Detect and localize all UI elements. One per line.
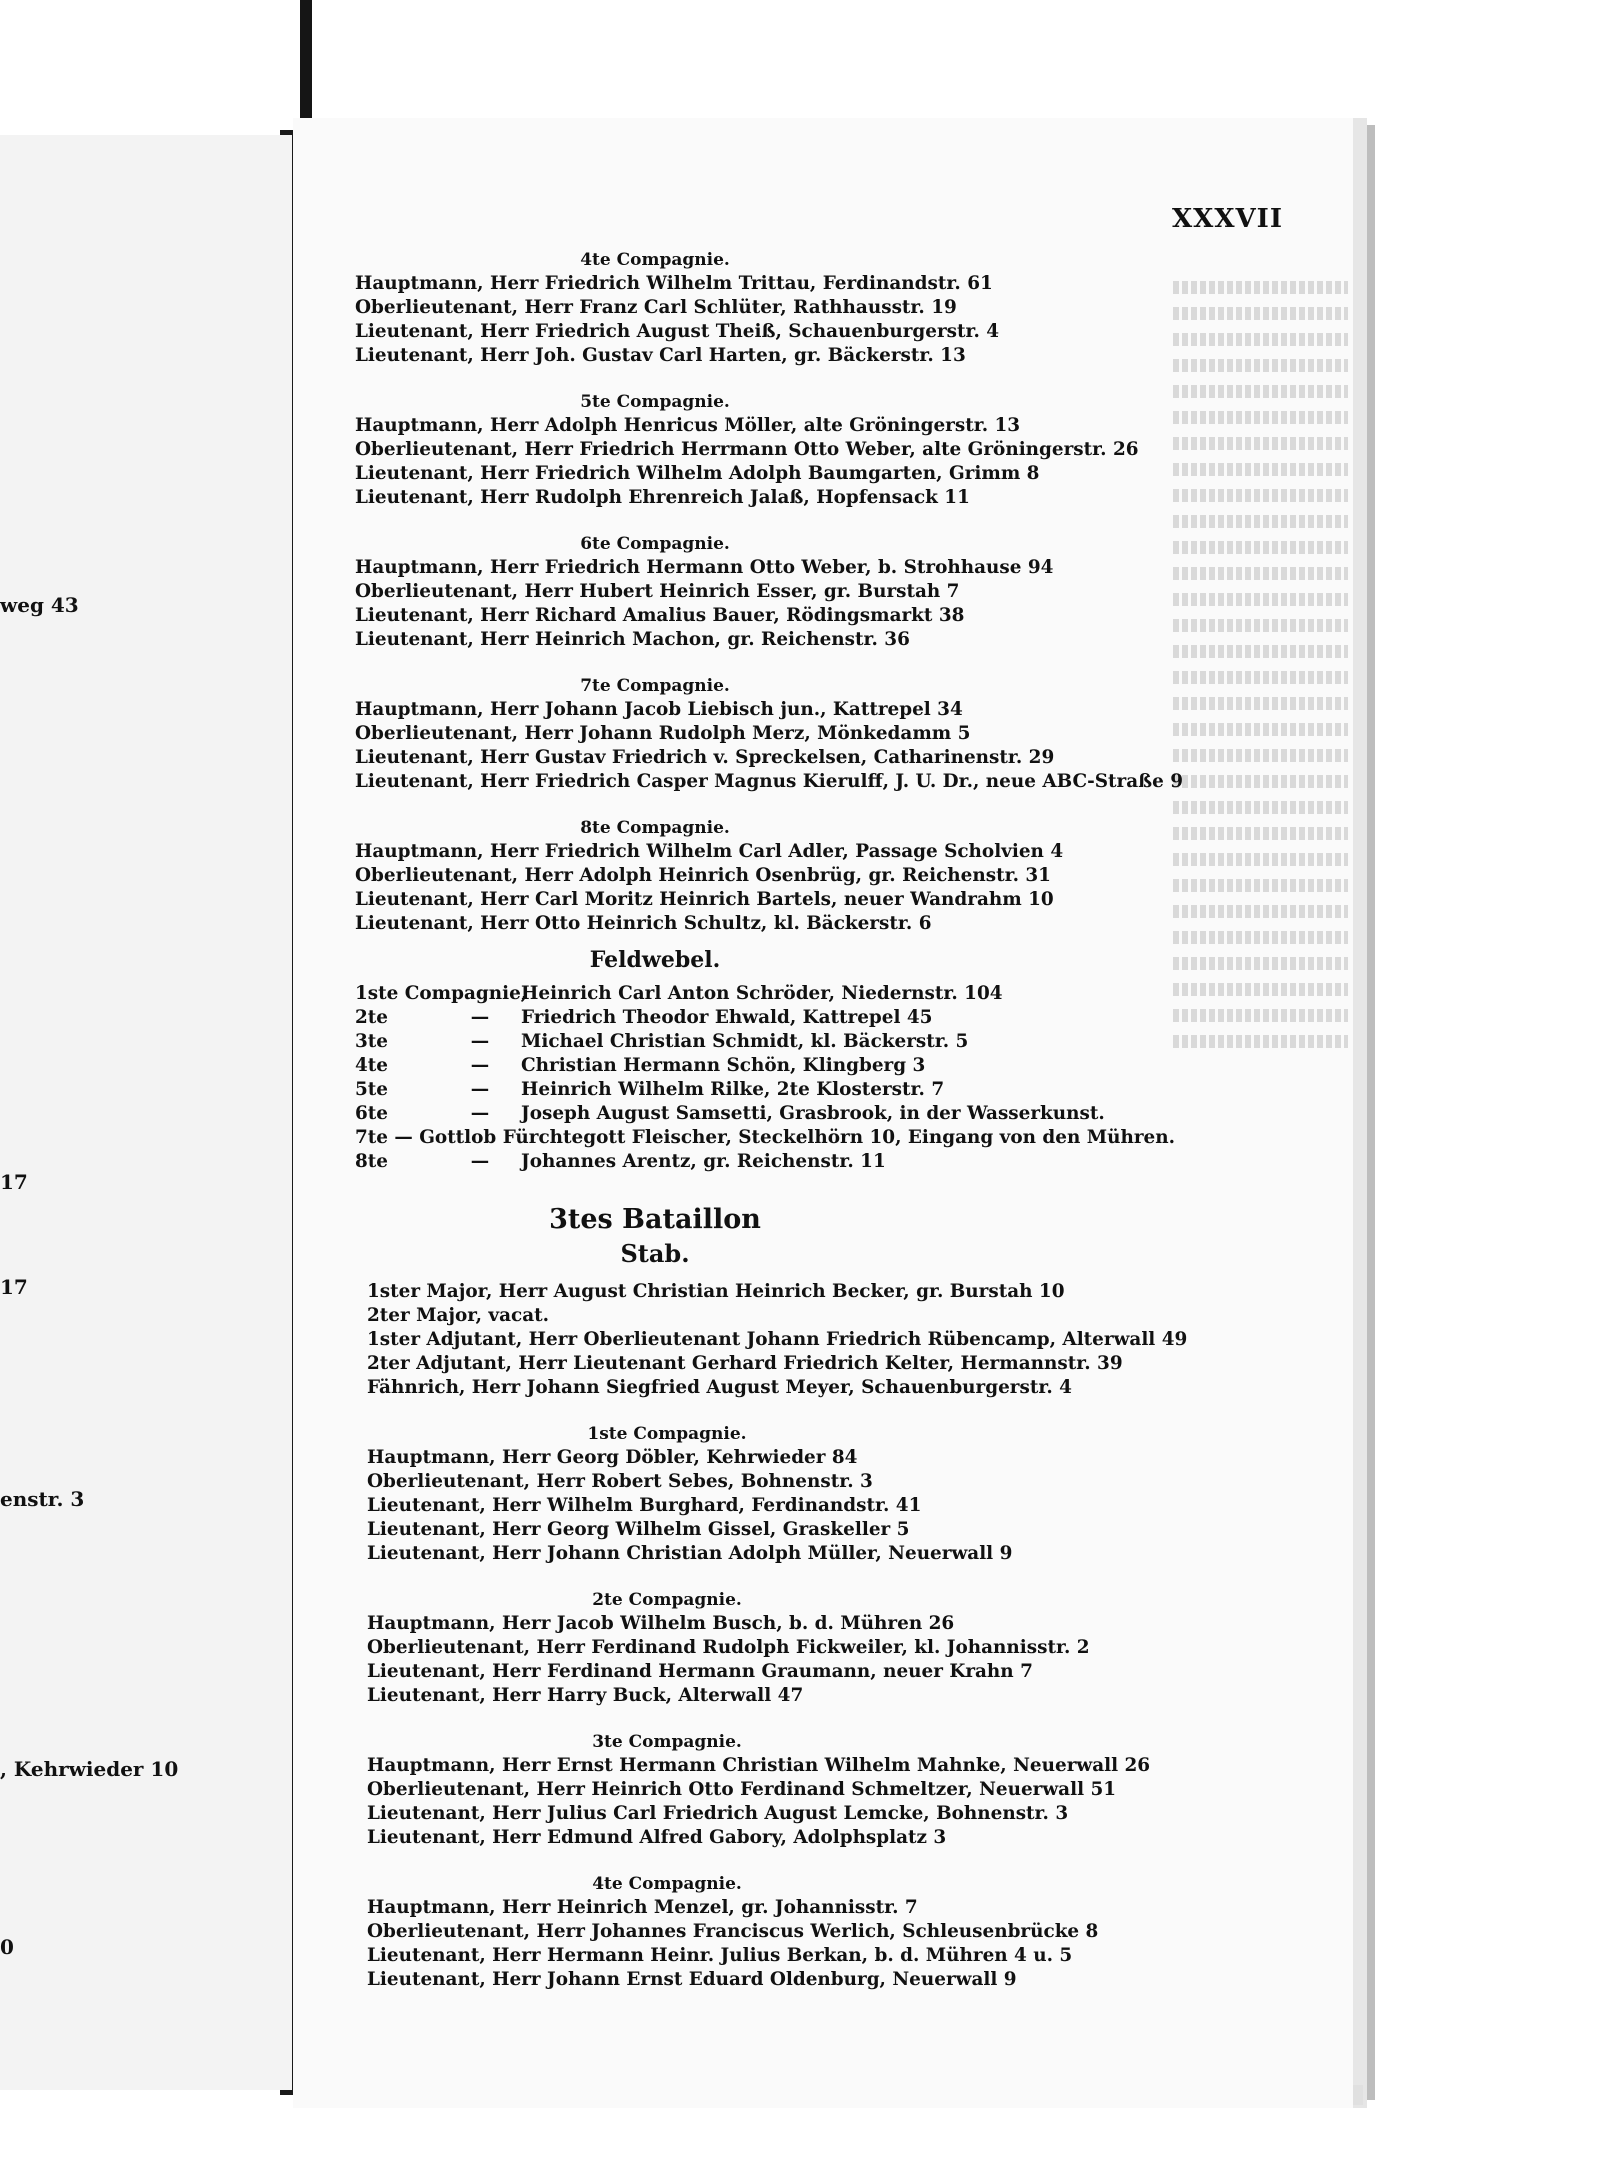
left-page-fragment: 17 (0, 1170, 28, 1194)
officer-entry: Hauptmann, Herr Jacob Wilhelm Busch, b. d. Mühren 26 (367, 1613, 955, 1634)
page-number: XXXVII (1171, 204, 1283, 234)
officer-entry: Lieutenant, Herr Wilhelm Burghard, Ferdinandstr. 41 (367, 1495, 922, 1516)
stab-entry: 2ter Major, vacat. (367, 1305, 550, 1326)
ditto-dash: — (470, 1055, 490, 1076)
ditto-dash: — (470, 1079, 490, 1100)
officer-entry: Lieutenant, Herr Gustav Friedrich v. Spreckelsen, Catharinenstr. 29 (355, 747, 1055, 768)
officer-entry: Hauptmann, Herr Friedrich Wilhelm Carl Adler, Passage Scholvien 4 (355, 841, 1064, 862)
company-title: 7te Compagnie. (580, 676, 730, 696)
left-page-fragment: enstr. 3 (0, 1487, 85, 1511)
officer-entry: Oberlieutenant, Herr Ferdinand Rudolph Fickweiler, kl. Johannisstr. 2 (367, 1637, 1090, 1658)
bleed-through-text (1173, 268, 1348, 2108)
company-title: 3te Compagnie. (592, 1732, 742, 1752)
feldwebel-row (355, 1150, 1175, 1174)
feldwebel-entry: Christian Hermann Schön, Klingberg 3 (521, 1055, 926, 1076)
left-page-fragment: weg 43 (0, 593, 79, 617)
officer-entry: Lieutenant, Herr Edmund Alfred Gabory, Adolphsplatz 3 (367, 1827, 947, 1848)
company-title: 4te Compagnie. (592, 1874, 742, 1894)
ditto-dash: — (394, 1127, 413, 1148)
right-page (293, 118, 1353, 2108)
stab-entry: 2ter Adjutant, Herr Lieutenant Gerhard Friedrich Kelter, Hermannstr. 39 (367, 1353, 1123, 1374)
feldwebel-rank: 8te (355, 1151, 388, 1172)
officer-entry: Oberlieutenant, Herr Friedrich Herrmann Otto Weber, alte Gröningerstr. 26 (355, 439, 1139, 460)
feldwebel-entry: Johannes Arentz, gr. Reichenstr. 11 (521, 1151, 886, 1172)
officer-entry: Oberlieutenant, Herr Johann Rudolph Merz, Mönkedamm 5 (355, 723, 971, 744)
feldwebel-rank: 2te (355, 1007, 388, 1028)
officer-entry: Oberlieutenant, Herr Heinrich Otto Ferdinand Schmeltzer, Neuerwall 51 (367, 1779, 1117, 1800)
feldwebel-row (355, 1078, 1175, 1102)
stab-entry: 1ster Adjutant, Herr Oberlieutenant Johann Friedrich Rübencamp, Alterwall 49 (367, 1329, 1188, 1350)
officer-entry: Lieutenant, Herr Joh. Gustav Carl Harten, gr. Bäckerstr. 13 (355, 345, 966, 366)
feldwebel-heading: Feldwebel. (589, 947, 721, 973)
officer-entry: Oberlieutenant, Herr Hubert Heinrich Esser, gr. Burstah 7 (355, 581, 960, 602)
left-page-fragment: 0 (0, 1935, 14, 1959)
stab-heading: Stab. (620, 1239, 690, 1268)
officer-entry: Lieutenant, Herr Georg Wilhelm Gissel, Graskeller 5 (367, 1519, 910, 1540)
feldwebel-entry: Joseph August Samsetti, Grasbrook, in der Wasserkunst. (521, 1103, 1105, 1124)
officer-entry: Lieutenant, Herr Ferdinand Hermann Graumann, neuer Krahn 7 (367, 1661, 1033, 1682)
company-title: 6te Compagnie. (580, 534, 730, 554)
officer-entry: Hauptmann, Herr Ernst Hermann Christian Wilhelm Mahnke, Neuerwall 26 (367, 1755, 1151, 1776)
feldwebel-rank: 3te (355, 1031, 388, 1052)
officer-entry: Hauptmann, Herr Friedrich Wilhelm Trittau, Ferdinandstr. 61 (355, 273, 993, 294)
feldwebel-entry: Gottlob Fürchtegott Fleischer, Steckelhörn 10, Eingang von den Mühren. (419, 1127, 1175, 1148)
officer-entry: Lieutenant, Herr Carl Moritz Heinrich Bartels, neuer Wandrahm 10 (355, 889, 1054, 910)
officer-entry: Lieutenant, Herr Julius Carl Friedrich August Lemcke, Bohnenstr. 3 (367, 1803, 1069, 1824)
officer-entry: Oberlieutenant, Herr Franz Carl Schlüter, Rathhausstr. 19 (355, 297, 957, 318)
ditto-dash: — (470, 1007, 490, 1028)
stab-entry: 1ster Major, Herr August Christian Heinrich Becker, gr. Burstah 10 (367, 1281, 1065, 1302)
feldwebel-rank: 4te (355, 1055, 388, 1076)
officer-entry: Oberlieutenant, Herr Robert Sebes, Bohnenstr. 3 (367, 1471, 873, 1492)
bataillon-heading: 3tes Bataillon (549, 1204, 761, 1235)
officer-entry: Lieutenant, Herr Johann Ernst Eduard Oldenburg, Neuerwall 9 (367, 1969, 1017, 1990)
officer-entry: Hauptmann, Herr Georg Döbler, Kehrwieder 84 (367, 1447, 858, 1468)
officer-entry: Hauptmann, Herr Johann Jacob Liebisch jun., Kattrepel 34 (355, 699, 963, 720)
company-title: 1ste Compagnie. (587, 1424, 747, 1444)
company-title: 4te Compagnie. (580, 250, 730, 270)
officer-entry: Lieutenant, Herr Friedrich Casper Magnus Kierulff, J. U. Dr., neue ABC-Straße 9 (355, 771, 1184, 792)
feldwebel-row (355, 1006, 1175, 1030)
company-title: 5te Compagnie. (580, 392, 730, 412)
feldwebel-rank: 5te (355, 1079, 388, 1100)
left-page (0, 135, 292, 2090)
feldwebel-row (355, 1126, 1175, 1150)
company-title: 8te Compagnie. (580, 818, 730, 838)
feldwebel-entry: Michael Christian Schmidt, kl. Bäckerstr. 5 (521, 1031, 969, 1052)
feldwebel-row (355, 1102, 1175, 1126)
feldwebel-rank: 1ste Compagnie, (355, 983, 528, 1004)
feldwebel-rank: 6te (355, 1103, 388, 1124)
feldwebel-entry: Friedrich Theodor Ehwald, Kattrepel 45 (521, 1007, 933, 1028)
left-page-fragment: 17 (0, 1275, 28, 1299)
ditto-dash: — (470, 1151, 490, 1172)
stab-list (367, 1280, 1188, 1400)
officer-entry: Hauptmann, Herr Heinrich Menzel, gr. Johannisstr. 7 (367, 1897, 918, 1918)
officer-entry: Hauptmann, Herr Friedrich Hermann Otto Weber, b. Strohhause 94 (355, 557, 1054, 578)
officer-entry: Lieutenant, Herr Heinrich Machon, gr. Reichenstr. 36 (355, 629, 910, 650)
officer-entry: Lieutenant, Herr Otto Heinrich Schultz, kl. Bäckerstr. 6 (355, 913, 932, 934)
company-title: 2te Compagnie. (592, 1590, 742, 1610)
officer-entry: Lieutenant, Herr Friedrich August Theiß, Schauenburgerstr. 4 (355, 321, 1000, 342)
officer-entry: Oberlieutenant, Herr Johannes Franciscus Werlich, Schleusenbrücke 8 (367, 1921, 1099, 1942)
feldwebel-row (355, 982, 1175, 1006)
feldwebel-entry: Heinrich Wilhelm Rilke, 2te Klosterstr. 7 (521, 1079, 945, 1100)
bataillon-companies (367, 1422, 1175, 1992)
officer-entry: Lieutenant, Herr Rudolph Ehrenreich Jalaß, Hopfensack 11 (355, 487, 970, 508)
officer-entry: Lieutenant, Herr Friedrich Wilhelm Adolph Baumgarten, Grimm 8 (355, 463, 1040, 484)
feldwebel-row (355, 1030, 1175, 1054)
ditto-dash: — (470, 1031, 490, 1052)
officer-entry: Lieutenant, Herr Johann Christian Adolph Müller, Neuerwall 9 (367, 1543, 1013, 1564)
feldwebel-rank: 7te (355, 1127, 388, 1148)
officer-entry: Lieutenant, Herr Hermann Heinr. Julius Berkan, b. d. Mühren 4 u. 5 (367, 1945, 1073, 1966)
feldwebel-entry: Heinrich Carl Anton Schröder, Niedernstr. 104 (521, 983, 1003, 1004)
officer-entry: Lieutenant, Herr Harry Buck, Alterwall 47 (367, 1685, 804, 1706)
officer-entry: Lieutenant, Herr Richard Amalius Bauer, Rödingsmarkt 38 (355, 605, 965, 626)
page-content (355, 248, 1188, 1992)
officer-entry: Hauptmann, Herr Adolph Henricus Möller, alte Gröningerstr. 13 (355, 415, 1021, 436)
officer-entry: Oberlieutenant, Herr Adolph Heinrich Osenbrüg, gr. Reichenstr. 31 (355, 865, 1051, 886)
stab-entry: Fähnrich, Herr Johann Siegfried August Meyer, Schauenburgerstr. 4 (367, 1377, 1072, 1398)
left-page-fragment: , Kehrwieder 10 (0, 1757, 179, 1781)
feldwebel-row (355, 1054, 1175, 1078)
ditto-dash: — (470, 1103, 490, 1124)
